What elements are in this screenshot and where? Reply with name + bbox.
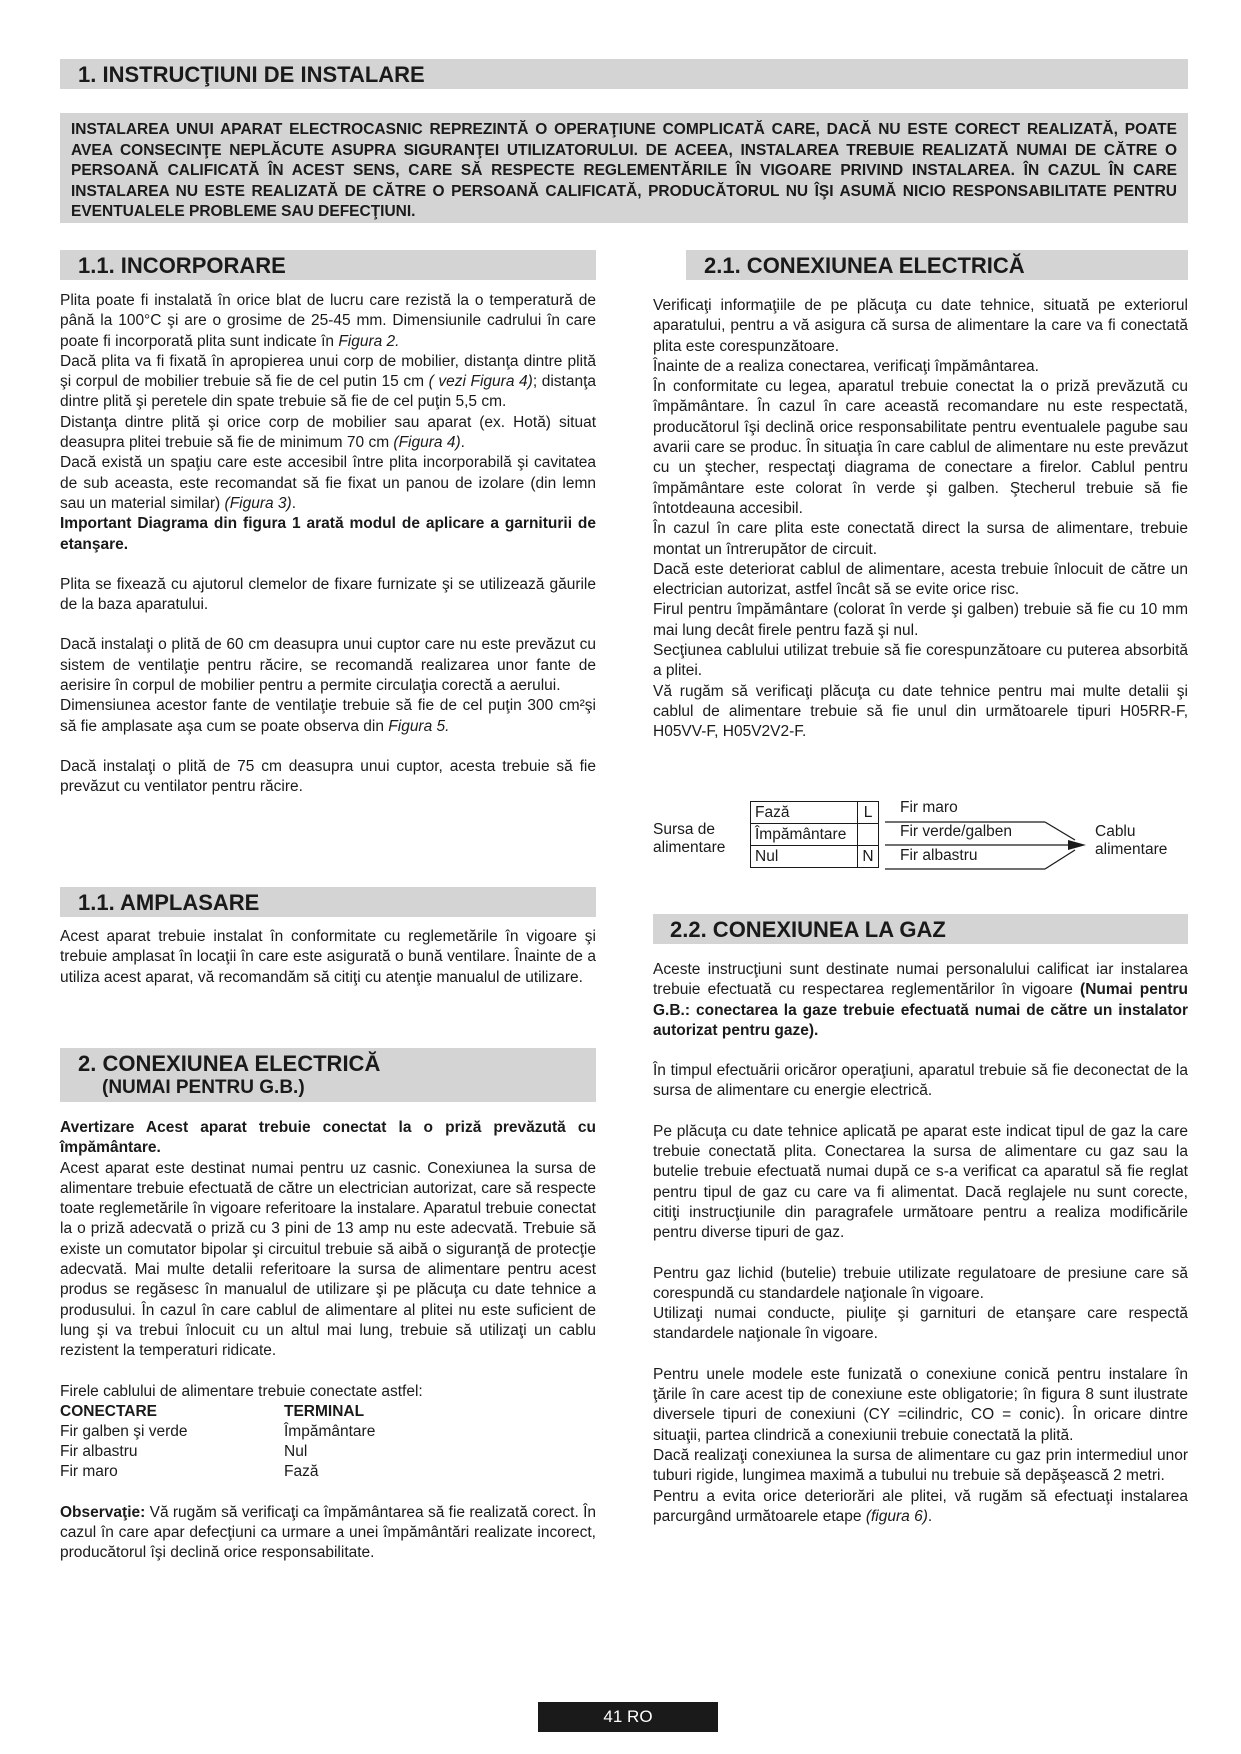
electrical-connection-text — [653, 296, 1188, 743]
gas-connection-text — [653, 960, 1188, 1527]
paragraph: Secţiunea cablului utilizat trebuie să fie corespunzătoare cu puterea absorbită a plitei. — [653, 642, 1188, 680]
paragraph: Acest aparat este destinat numai pentru uz casnic. Conexiunea la sursa de alimentare trebuie efectuată de către un electrician autorizat, care să respecte toate reglemetările în vigoare referitoare la instalare. Aparatul trebuie conectat la o priză adecvată o priză cu 3 pini de 13 amp nu este adecvată. Trebuie să existe un comutator bipolar şi circuitul trebuie să aibă o siguranţă de protecţie adecvată. Mai multe detalii referitoare la sursa de alimentare pentru acest produs se regăsesc în manualul de utilizare şi pe plăcuţa cu date tehnice a produsului. În cazul în care cablul de alimentare al plitei nu este suficient de lung şi va trebui înlocuit cu un altul mai lung, trebuie să utilizaţi un cablu rezistent la temperaturi ridicate. — [60, 1159, 596, 1360]
paragraph: Dacă instalaţi o plită de 75 cm deasupra unui cuptor, acesta trebuie să fie prevăzut cu ventilator pentru răcire. — [60, 757, 596, 796]
incorporare-text — [60, 291, 596, 798]
wire-line — [1045, 850, 1075, 869]
paragraph: Dimensiunea acestor fante de ventilaţie trebuie să fie de cel puţin 300 cm²şi să fie amplasate aşa cum se poate observa din Figura 5. — [60, 697, 596, 735]
gb-electrical-text — [60, 1118, 596, 1564]
warning-note: Avertizare Acest aparat trebuie conectat la o priză prevăzută cu împământare. — [60, 1119, 596, 1157]
paragraph: Acest aparat trebuie instalat în conformitate cu reglemetările în vigoare şi trebuie amplasat în locaţii în care este asigurată o bună ventilare. Înainte de a utiliza acest aparat, vă recomandăm să citiţi cu atenţie manualul de utilizare. — [60, 928, 596, 986]
section-2-subheading: (NUMAI PENTRU G.B.) — [102, 1077, 305, 1098]
paragraph: Aceste instrucţiuni sunt destinate numai personalului calificat iar instalarea trebuie efectuată cu respectarea reglementărilor în vigoare (Numai pentru G.B.: conectarea la gaze trebuie efectuată numai de către un instalator autorizat pentru gaze). — [653, 961, 1188, 1039]
wire-line — [1045, 822, 1075, 840]
important-note: Important Diagrama din figura 1 arată modul de aplicare a garniturii de etanşare. — [60, 515, 596, 553]
table-cell: Împământare — [284, 1422, 376, 1440]
section-2-title — [60, 1048, 596, 1102]
table-cell: Fir galben şi verde — [60, 1422, 188, 1440]
paragraph: Utilizaţi numai conducte, piuliţe şi garnituri de etanşare care respectă standardele naţionale în vigoare. — [653, 1305, 1188, 1343]
paragraph: Firul pentru împământare (colorat în verde şi galben) trebuie să fie cu 10 mm mai lung decât firele pentru fază şi nul. — [653, 601, 1188, 639]
wire-label: Fir maro — [900, 799, 958, 816]
table-cell: N — [858, 846, 879, 868]
table-cell: L — [858, 802, 879, 824]
paragraph: Înainte de a realiza conectarea, verificaţi împământarea. — [653, 357, 1039, 375]
paragraph: Distanţa dintre plită şi orice corp de mobilier sau aparat (ex. Hotă) situat deasupra plitei trebuie să fie de minimum 70 cm (Figura 4). — [60, 413, 596, 452]
terminal-table — [750, 801, 879, 868]
paragraph: Plita se fixează cu ajutorul clemelor de fixare furnizate şi se utilizează găurile de la baza aparatului. — [60, 575, 596, 614]
table-row — [751, 802, 879, 824]
installation-warning: INSTALAREA UNUI APARAT ELECTROCASNIC REPREZINTĂ O OPERAŢIUNE COMPLICATĂ CARE, DACĂ NU ESTE CORECT REALIZATĂ, POATE AVEA CONSECINŢE NEPLĂCUTE ASUPRA SIGURANŢEI UTILIZATORULUI. DE ACEEA, INSTALAREA TREBUIE REALIZATĂ NUMAI DE CĂTRE O PERSOANĂ CALIFICATĂ ÎN ACEST SENS, CARE SĂ RESPECTE REGLEMENTĂRILE ÎN VIGOARE PRIVIND INSTALAREA. ÎN CAZUL ÎN CARE INSTALAREA NU ESTE REALIZATĂ DE CĂTRE O PERSOANĂ CALIFICATĂ, PRODUCĂTORUL NU ÎŞI ASUMĂ NICIO RESPONSABILITATE PENTRU EVENTUALELE PROBLEME SAU DEFECŢIUNI. — [60, 113, 1188, 223]
arrow-head — [1068, 840, 1086, 850]
paragraph: Dacă există un spaţiu care este accesibil între plita incorporabilă şi cavitatea de sub aceasta, este recomandat să fie fixat un panou de izolare (din lemn sau un material similar) (Figura 3). — [60, 454, 596, 512]
paragraph: Pentru gaz lichid (butelie) trebuie utilizate regulatoare de presiune care să corespundă cu standardele naţionale în vigoare. — [653, 1264, 1188, 1302]
section-amplasare-title: 1.1. AMPLASARE — [60, 887, 596, 917]
observation: Observaţie: Vă rugăm să verificaţi ca împământarea să fie realizată corect. În cazul în care apar defecţiuni ca urmare a unei împământări realizate incorect, producătorul îşi declină orice responsabilitate. — [60, 1503, 596, 1562]
wire-label: Fir albastru — [900, 847, 978, 864]
table-cell: Nul — [284, 1442, 308, 1460]
paragraph: În conformitate cu legea, aparatul trebuie conectat la o priză prevăzută cu împământare. În cazul în care această recomandare nu este respectată, producătorul îşi declină orice responsabilitate pentru eventualele pagube sau avarii care se produc. În situaţia în care cablul de alimentare nu este prevăzut cu un ştecher, respectaţi diagrama de conectare a firelor. Cablul pentru împământare este colorat în verde şi galben. Ştecherul trebuie să fie întotdeauna accesibil. — [653, 378, 1188, 517]
paragraph: Verificaţi informaţiile de pe plăcuţa cu date tehnice, situată pe exteriorul aparatului, pentru a vă asigura că sursa de alimentare la care va fi conectată plita este corespunzătoare. — [653, 297, 1188, 355]
paragraph: Dacă este deteriorat cablul de alimentare, acesta trebuie înlocuit de către un electrician autorizat, astfel încât să se evite orice risc. — [653, 560, 1188, 599]
paragraph: Pentru unele modele este funizată o conexiune conică pentru instalare în ţările în care acest tip de conexiune este obligatorie; în figura 8 sunt ilustrate diversele tipuri de conexiuni (CY =cilindric, CO = conic). În oricare dintre situaţii, partea clindrică a conexiunii trebuie conectată la plită. — [653, 1365, 1188, 1444]
paragraph: Dacă instalaţi o plită de 60 cm deasupra unui cuptor care nu este prevăzut cu sistem de ventilaţie pentru răcire, se recomandă realizarea unor fante de aerisire în corpul de mobilier pentru a permite circulaţia corectă a aerului. — [60, 636, 596, 695]
wiring-diagram — [650, 795, 1190, 895]
table-cell: Fir maro — [60, 1462, 118, 1480]
paragraph: Pentru a evita orice deteriorări ale plitei, vă rugăm să efectuaţi instalarea parcurgând următoarele etape (figura 6). — [653, 1487, 1188, 1525]
paragraph: În timpul efectuării oricăror operaţiuni, aparatul trebuie să fie deconectat de la sursa de alimentare cu energie electrică. — [653, 1062, 1188, 1100]
cable-label: Cablu alimentare — [1095, 823, 1168, 858]
table-cell — [858, 824, 879, 846]
paragraph: Pe plăcuţa cu date tehnice aplicată pe aparat este indicat tipul de gaz la care trebuie conectată plita. Conectarea la sursa de alimentare cu gaz sau la butelie trebuie efectuată numai după ce s-a verificat ca aparatul să fie reglat pentru tipul de gaz cu care va fi alimentat. Dacă reglajele nu sunt corecte, citiţi instrucţiunile din paragrafele următoare pentru a realiza modificările pentru diverse tipuri de gaz. — [653, 1122, 1188, 1242]
table-row — [751, 846, 879, 868]
paragraph: Vă rugăm să verificaţi plăcuţa cu date tehnice pentru mai multe detalii şi cablul de alimentare trebuie să fie unul din următoarele tipuri H05RR-F, H05VV-F, H05V2V2-F. — [653, 682, 1188, 741]
table-cell: Fir albastru — [60, 1442, 138, 1460]
paragraph: Dacă realizaţi conexiunea la sursa de alimentare cu gaz prin intermediul unor tuburi rigide, lungimea maximă a tubului nu trebuie să depăşească 2 metri. — [653, 1446, 1188, 1485]
paragraph: În cazul în care plita este conectată direct la sursa de alimentare, trebuie montat un întrerupător de circuit. — [653, 520, 1188, 558]
source-label: Sursa de alimentare — [653, 821, 726, 856]
paragraph: Dacă plita va fi fixată în apropierea unui corp de mobilier, distanţa dintre plită şi corpul de mobilier trebuie să fie de cel putin 15 cm ( vezi Figura 4); distanţa dintre plită şi peretele din spate trebuie să fie de cel puţin 5,5 cm. — [60, 352, 597, 411]
section-2-1-title: 2.1. CONEXIUNEA ELECTRICĂ — [686, 250, 1188, 280]
table-cell: Nul — [751, 846, 858, 868]
col-header-connection: CONECTARE — [60, 1402, 158, 1420]
table-cell: Fază — [751, 802, 858, 824]
page-number: 41 RO — [538, 1702, 718, 1732]
paragraph: Firele cablului de alimentare trebuie conectate astfel: — [60, 1382, 423, 1400]
amplasare-text — [60, 927, 596, 988]
table-row — [751, 824, 879, 846]
table-cell: Împământare — [751, 824, 858, 846]
paragraph: Plita poate fi instalată în orice blat de lucru care rezistă la o temperatură de până la 100°C şi are o grosime de 25-45 mm. Dimensiunile cadrului în care poate fi incorporată plita sunt indicate în Figura 2. — [60, 292, 596, 350]
section-2-heading: 2. CONEXIUNEA ELECTRICĂ — [78, 1051, 381, 1076]
section-2-2-title: 2.2. CONEXIUNEA LA GAZ — [653, 914, 1188, 944]
section-1-1-title: 1.1. INCORPORARE — [60, 250, 596, 280]
section-1-title: 1. INSTRUCŢIUNI DE INSTALARE — [60, 59, 1188, 89]
table-cell: Fază — [284, 1462, 319, 1480]
wire-label: Fir verde/galben — [900, 823, 1013, 840]
col-header-terminal: TERMINAL — [284, 1402, 365, 1420]
wire-terminal-table — [60, 1402, 596, 1483]
